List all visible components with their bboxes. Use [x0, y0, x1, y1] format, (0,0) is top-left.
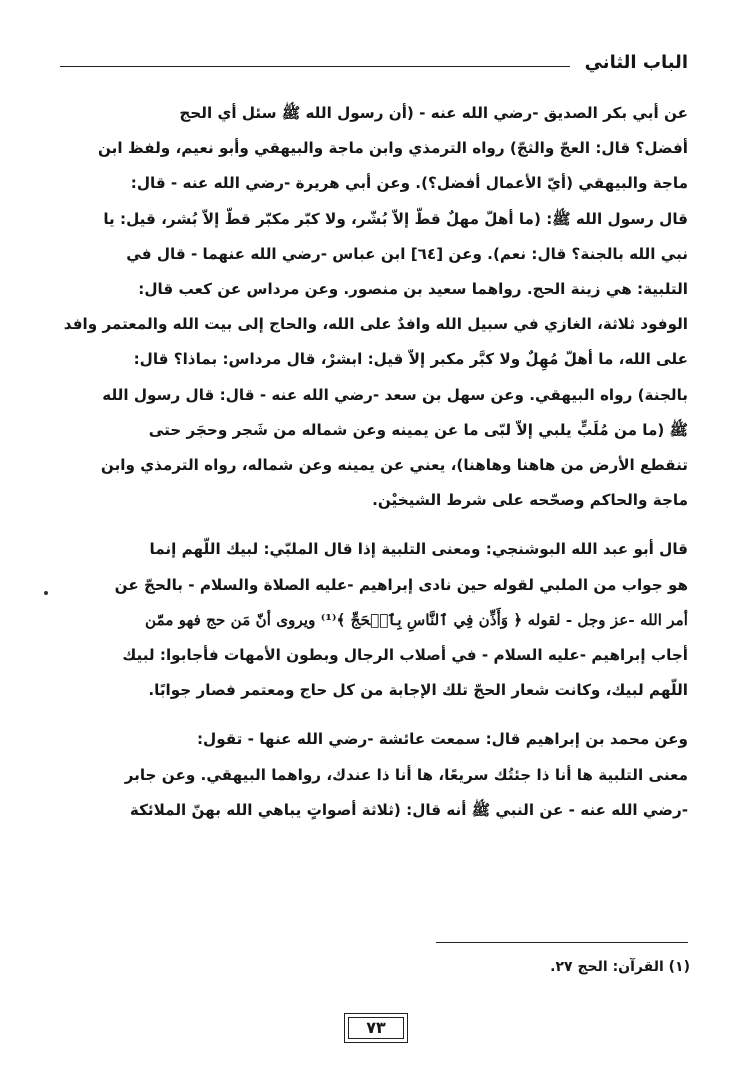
paragraph-1-line: أفضل؟ قال: العجّ والثجّ) رواه الترمذي وابن ماجة والبيهقي وأبو نعيم، ولفظ ابن — [98, 139, 688, 158]
paragraph-1-line: بالجنة) رواه البيهقي. وعن سهل بن سعد -رضي الله عنه - قال: قال رسول الله — [102, 385, 688, 404]
paragraph-3-line: -رضي الله عنه - عن النبي ﷺ أنه قال: (ثلاثة أصواتٍ يباهي الله بهنّ الملائكة — [129, 800, 688, 819]
paragraph-2-line: هو جواب من الملبي لقوله حين نادى إبراهيم -عليه الصلاة والسلام - بالحجّ عن — [114, 575, 688, 594]
paragraph-1-line: على الله، ما أهلّ مُهِلٌ ولا كبَّر مكبر إلاّ قيل: ابشرْ، قال مرداس: بماذا؟ قال: — [133, 350, 688, 369]
chapter-title: الباب الثاني — [584, 52, 688, 73]
paragraph-1-line: تنقطع الأرض من هاهنا وهاهنا)، يعني عن يمينه وعن شماله، رواه الترمذي وابن — [100, 456, 688, 475]
paragraph-1-line: التلبية: هي زينة الحج. رواهما سعيد بن منصور. وعن مرداس عن كعب قال: — [138, 280, 688, 299]
running-header — [60, 52, 688, 76]
paragraph-2-line: أمر الله -عز وجل - لقوله ﴿ وَأَذِّن فِي ٱلنَّاسِ بِٱلۡحَجِّ ﴾⁽¹⁾ ويروى أنّ مَن حج فهو ممّن — [145, 610, 688, 629]
paragraph-3-line: وعن محمد بن إبراهيم قال: سمعت عائشة -رضي الله عنها - تقول: — [196, 730, 688, 749]
margin-dot — [44, 591, 48, 595]
page-number: ٧٣ — [366, 1018, 386, 1037]
paragraph-2-line: قال أبو عبد الله البوشنجي: ومعنى التلبية إذا قال الملبّي: لبيك اللّهم إنما — [149, 540, 688, 559]
paragraph-1-line: عن أبي بكر الصديق -رضي الله عنه - (أن رسول الله ﷺ سئل أي الحج — [179, 104, 688, 122]
page-number-box — [344, 1013, 408, 1043]
paragraph-1-line: ماجة والحاكم وصحّحه على شرط الشيخيْن. — [372, 491, 688, 510]
paragraph-1-line: قال رسول الله ﷺ: (ما أهلّ مهلٌ قطّ إلاّ بُشّر، ولا كبّر مكبّر قطّ إلاّ بُشر، قيل: يا — [103, 209, 688, 228]
main-text — [60, 96, 688, 828]
header-rule — [60, 66, 570, 67]
footnote-rule — [436, 942, 688, 943]
paragraph-1-line: ماجة والبيهقي (أيّ الأعمال أفضل؟). وعن أبي هريرة -رضي الله عنه - قال: — [130, 174, 688, 193]
paragraph-3-line: معنى التلبية ها أنا ذا جئتُك سريعًا، ها أنا ذا عندك، رواهما البيهقي. وعن جابر — [124, 765, 688, 784]
paragraph-1-line: نبي الله بالجنة؟ قال: نعم). وعن [٦٤] ابن عباس -رضي الله عنهما - قال في — [126, 244, 688, 263]
paragraph-2-line: أجاب إبراهيم -عليه السلام - في أصلاب الرجال وبطون الأمهات فأجابوا: لبيك — [122, 646, 688, 665]
footnote: (١) القرآن: الحج ٢٧. — [550, 959, 690, 975]
paragraph-2-line: اللّهم لبيك، وكانت شعار الحجّ تلك الإجابة من كل حاج ومعتمر فصار جوابًا. — [148, 681, 688, 700]
paragraph-1-line: الوفود ثلاثة، الغازي في سبيل الله وافدٌ على الله، والحاج إلى بيت الله والمعتمر وافد — [63, 315, 688, 334]
paragraph-1-line: ﷺ (ما من مُلَبٍّ يلبي إلاّ لبّى ما عن يمينه وعن شماله من شَجر وحجَر حتى — [148, 420, 688, 439]
